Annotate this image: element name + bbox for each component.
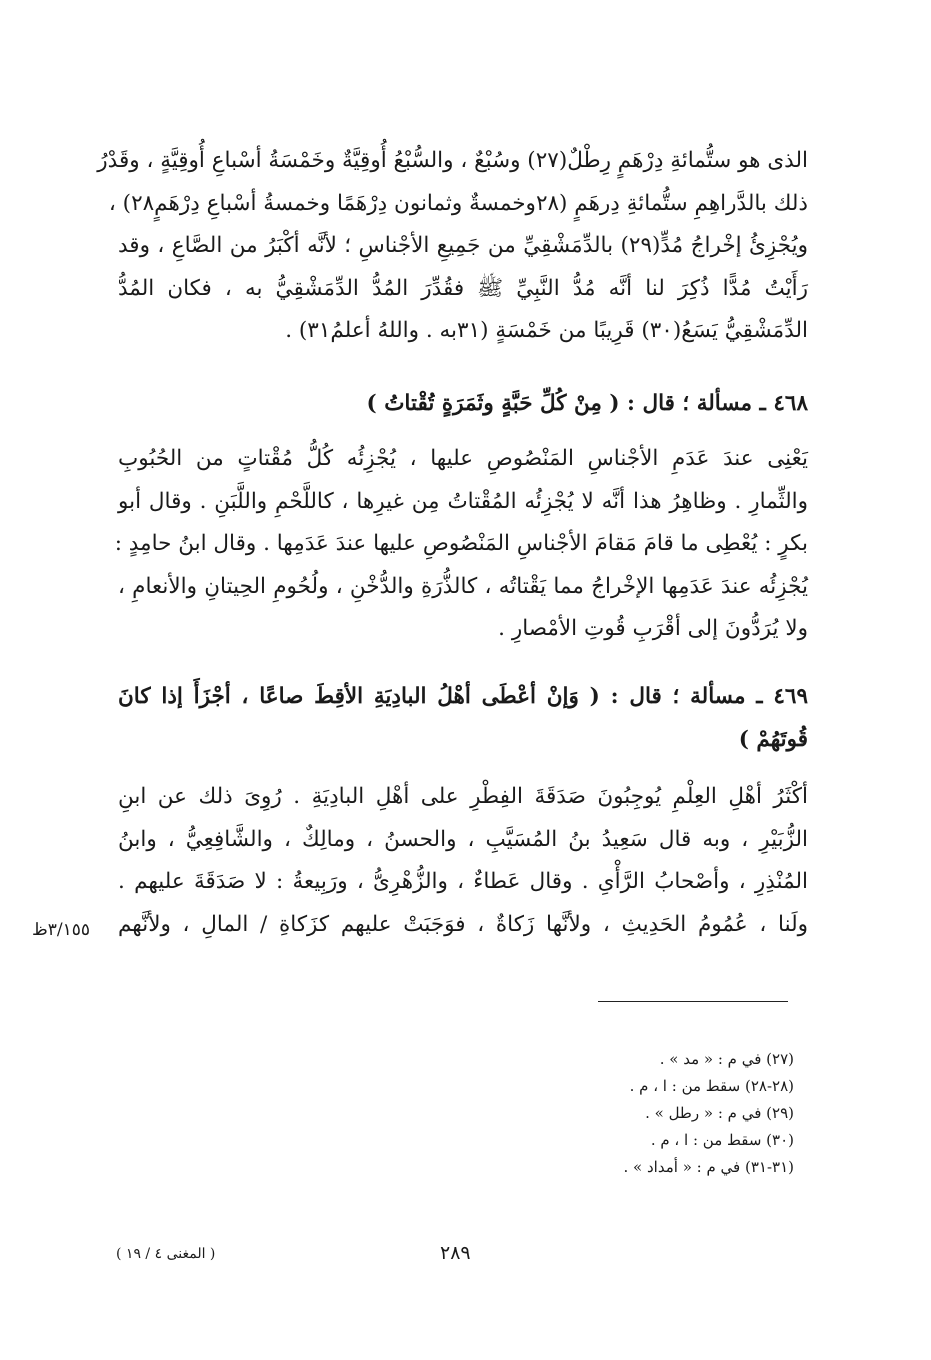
text-line: رَأَيْتُ مُدًّا ذُكِرَ لنا أنَّه مُدُّ النَّبِيِّ ﷺ فقُدِّرَ المُدُّ الدِّمَشْقِيُّ به ، فكان المُدُّ	[118, 275, 808, 301]
footnote: (٢٧) في م : « مد » .	[659, 1050, 794, 1068]
text-line: ولَنا ، عُمُومُ الحَدِيثِ ، ولأنَّها زَكاةٌ ، فوَجَبَتْ عليهم كزَكاةِ / المالِ ، ولأنَّهم	[118, 911, 808, 937]
masala-469-heading	[118, 676, 808, 761]
masala-468-heading	[118, 383, 808, 426]
text-line: الزُّبَيْرِ ، وبه قال سَعِيدُ بنُ المُسَيَّبِ ، والحسنُ ، ومالِكٌ ، والشَّافِعِيُّ ، وابنُ	[118, 826, 808, 852]
text-line: أكْثَرُ أهْلِ العِلْمِ يُوجِبُونَ صَدَقَةَ الفِطْرِ على أهْلِ البادِيَةِ . رُوِىَ ذلك عن ابنِ	[118, 784, 808, 809]
footnote: (٢٨-٢٨) سقط من : ا ، م .	[629, 1077, 794, 1095]
paragraph-3	[118, 776, 808, 946]
footnote-divider	[598, 1001, 788, 1002]
text-line: بكرٍ : يُعْطِى ما قامَ مَقامَ الأجْناسِ المَنْصُوصِ عليها عندَ عَدَمِها . وقال ابنُ حامِدٍ :	[114, 531, 808, 556]
footnotes	[560, 1046, 794, 1181]
margin-manuscript-ref: ٣/١٥٥ظ	[32, 920, 90, 940]
masala-number: ٤٦٨	[773, 391, 808, 416]
text-line: ويُجْزِئُ إخْراجُ مُدٍّ(٢٩) بالدِّمَشْقِيِّ من جَمِيعِ الأجْناسِ ؛ لأنَّه أكْبَرُ من الصَّاعِ ، وقد	[118, 233, 808, 258]
footnote: (٢٩) في م : « رطل » .	[645, 1104, 794, 1122]
footnote: (٣١-٣١) في م : « أمداد » .	[623, 1158, 794, 1176]
heading-line: ٤٦٨ ـ مسألة ؛ قال : ( مِنْ كُلِّ حَبَّةٍ وثَمَرَةٍ تُقْتاتُ )	[366, 391, 808, 416]
heading-line: ٤٦٩ ـ مسألة ؛ قال : ( وَإنْ أعْطَى أهْلُ البادِيَةِ الأقِطَ صاعًا ، أجْزَأَ إذا كانَ	[118, 684, 808, 709]
source-reference: ( المغنى ٤ / ١٩ )	[116, 1246, 216, 1262]
text-line: يَعْنِى عندَ عَدَمِ الأجْناسِ المَنْصُوصِ عليها ، يُجْزِئُه كُلُّ مُقْتاتٍ من الحُبُوبِ	[118, 446, 808, 471]
text-line: ولا يُرَدُّونَ إلى أقْرَبِ قُوتِ الأمْصارِ .	[498, 616, 808, 641]
text-line: المُنْذِرِ ، وأصْحابُ الرَّأْىِ . وقال عَطاءٌ ، والزُّهْرِىُّ ، ورَبِيعةُ : لا صَدَقَةَ عليهم .	[118, 869, 808, 894]
text-line: ذلك بالدَّراهِمِ ستُّمائةِ دِرهَمٍ (٢٨وخمسةٌ وثمانون دِرْهَمًا وخمسةُ أسْباعِ دِرْهَمٍ٢٨) ،	[108, 190, 808, 216]
footnote: (٣٠) سقط من : ا ، م .	[650, 1131, 794, 1149]
text-line: الذى هو ستُّمائةِ دِرْهَمٍ رِطْلٌ(٢٧) وسُبْعٌ ، والسُّبْعُ أُوقِيَّةٌ وخَمْسَةُ أسْباعِ أُوقِيَّةٍ ، وقَدْرُ	[97, 148, 808, 173]
text-line: والثِّمارِ . وظاهِرُ هذا أنَّه لا يُجْزِئُه المُقْتاتُ مِن غيرِها ، كاللَّحْمِ واللَّبَنِ . وقال أبو	[118, 488, 808, 514]
paragraph-1	[97, 140, 808, 353]
masala-title: مسألة ؛ قال : ( مِنْ كُلِّ حَبَّةٍ وثَمَرَةٍ تُقْتاتُ )	[366, 391, 753, 416]
text-line: الدِّمَشْقِيُّ يَسَعُ(٣٠) قَرِيبًا من خَمْسَةٍ (٣١به . واللهُ أعلمُ٣١) .	[285, 318, 808, 343]
text-line: يُجْزِئُه عندَ عَدَمِها الإخْراجُ مما يَقْتاتُه ، كالذُّرَةِ والدُّخْنِ ، ولُحُومِ الحِيتانِ والأنعامِ ،	[118, 573, 808, 599]
heading-line: قُوتَهُمْ )	[738, 726, 808, 752]
masala-title: مسألة ؛ قال : ( وَإنْ أعْطَى أهْلُ البادِيَةِ الأقِطَ صاعًا ، أجْزَأَ إذا كانَ	[118, 684, 746, 709]
masala-number: ٤٦٩	[773, 684, 808, 709]
paragraph-2	[114, 438, 808, 651]
page-number: ٢٨٩	[440, 1242, 471, 1264]
